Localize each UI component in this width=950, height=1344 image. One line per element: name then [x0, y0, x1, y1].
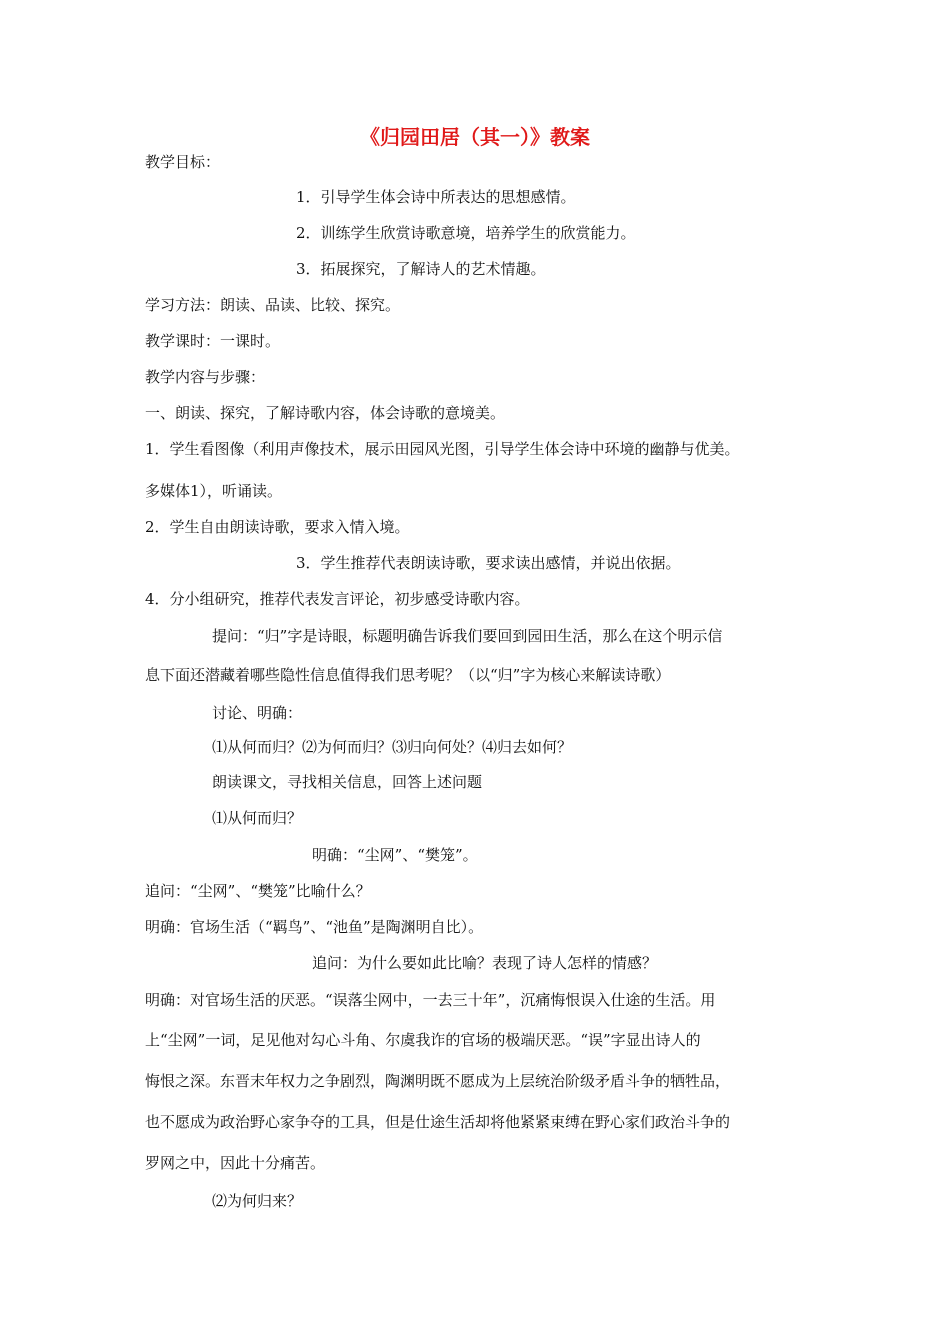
answer-paragraph-line-2: 上“尘网”一词，足见他对勾心斗角、尔虞我诈的官场的极端厌恶。“误”字显出诗人的 — [145, 1031, 701, 1049]
subquestion-1: ⑴从何而归？ — [212, 809, 303, 827]
document-title: 《归园田居（其一）》教案 — [360, 125, 590, 149]
answer-1: 明确：“尘网”、“樊笼”。 — [312, 846, 478, 864]
goal-item-3: 3．拓展探究，了解诗人的艺术情趣。 — [296, 260, 546, 278]
step-3: 3．学生推荐代表朗读诗歌，要求读出感情，并说出依据。 — [296, 554, 681, 572]
question-line-1: 提问：“归”字是诗眼，标题明确告诉我们要回到园田生活，那么在这个明示信 — [212, 627, 723, 645]
questions-list: ⑴从何而归？⑵为何而归？⑶归向何处？⑷归去如何？ — [212, 738, 573, 756]
section-heading-1: 一、朗读、探究，了解诗歌内容，体会诗歌的意境美。 — [145, 404, 506, 422]
answer-2: 明确：官场生活（“羁鸟”、“池鱼”是陶渊明自比）。 — [145, 918, 484, 936]
subquestion-2: ⑵为何归来？ — [212, 1192, 303, 1210]
discuss-label: 讨论、明确： — [212, 704, 303, 722]
answer-paragraph-line-1: 明确：对官场生活的厌恶。“误落尘网中，一去三十年”，沉痛悔恨误入仕途的生活。用 — [145, 991, 716, 1009]
learning-method: 学习方法：朗读、品读、比较、探究。 — [145, 296, 401, 314]
read-instruction: 朗读课文，寻找相关信息，回答上述问题 — [212, 773, 483, 791]
question-line-2: 息下面还潜藏着哪些隐性信息值得我们思考呢？（以“归”字为核心来解读诗歌） — [145, 666, 671, 684]
answer-paragraph-line-3: 悔恨之深。东晋末年权力之争剧烈，陶渊明既不愿成为上层统治阶级矛盾斗争的牺牲品， — [145, 1072, 731, 1090]
goal-item-1: 1．引导学生体会诗中所表达的思想感情。 — [296, 188, 576, 206]
goals-label: 教学目标： — [145, 153, 221, 171]
follow-up-1: 追问：“尘网”、“樊笼”比喻什么？ — [145, 882, 371, 900]
follow-up-2: 追问：为什么要如此比喻？表现了诗人怎样的情感？ — [312, 954, 658, 972]
step-1-line-2: 多媒体1），听诵读。 — [145, 482, 283, 500]
goal-item-2: 2．训练学生欣赏诗歌意境，培养学生的欣赏能力。 — [296, 224, 636, 242]
class-hours: 教学课时：一课时。 — [145, 332, 281, 350]
steps-label: 教学内容与步骤： — [145, 368, 266, 386]
step-4: 4．分小组研究，推荐代表发言评论，初步感受诗歌内容。 — [145, 590, 530, 608]
step-1-line-1: 1．学生看图像（利用声像技术，展示田园风光图，引导学生体会诗中环境的幽静与优美。 — [145, 440, 740, 458]
answer-paragraph-line-5: 罗网之中，因此十分痛苦。 — [145, 1154, 326, 1172]
step-2: 2．学生自由朗读诗歌，要求入情入境。 — [145, 518, 410, 536]
answer-paragraph-line-4: 也不愿成为政治野心家争夺的工具，但是仕途生活却将他紧紧束缚在野心家们政治斗争的 — [145, 1113, 731, 1131]
